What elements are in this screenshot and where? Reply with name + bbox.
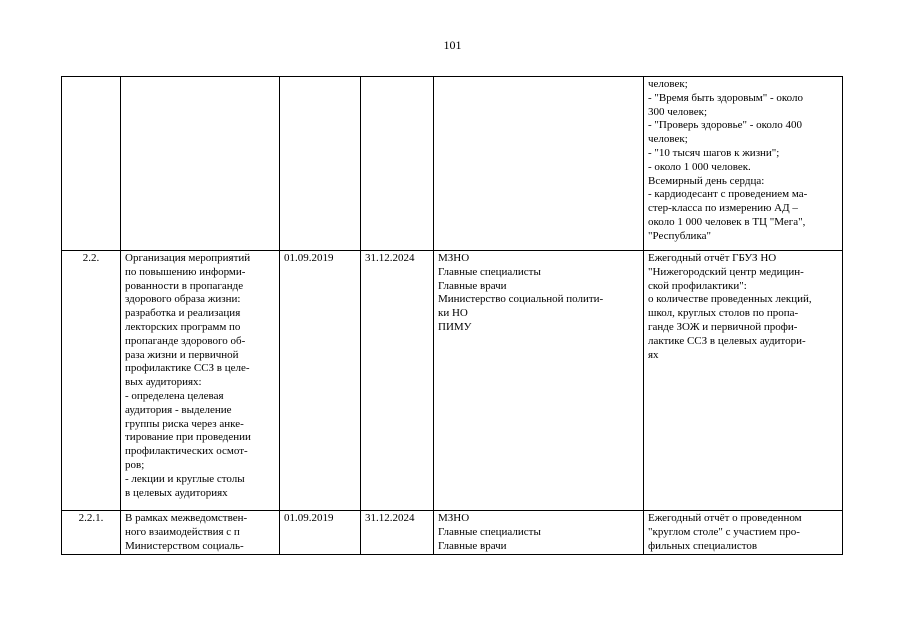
page-number: 101 — [443, 38, 462, 52]
event-cell — [121, 251, 280, 511]
cell-text: ров; — [125, 458, 145, 471]
executors-cell — [434, 511, 644, 555]
plan-table-body — [62, 77, 843, 555]
cell-text: - около 1 000 человек. — [648, 160, 751, 173]
cell-text: группы риска через анке- — [125, 417, 244, 430]
cell-text: 2.2.1. — [78, 512, 104, 524]
cell-text: Организация мероприятий — [125, 252, 251, 264]
cell-text: - "Время быть здоровым" - около — [648, 91, 804, 104]
result-cell — [644, 511, 843, 555]
cell-text: в целевых аудиториях — [125, 486, 228, 499]
cell-text: - определена целевая — [125, 389, 224, 402]
cell-text: Министерством социаль- — [125, 539, 244, 552]
cell-text: стер-класса по измерению АД – — [648, 202, 798, 215]
cell-text: 01.09.2019 — [284, 252, 334, 264]
cell-text: ПИМУ — [438, 320, 472, 333]
cell-text: фильных специалистов — [648, 539, 758, 552]
item-number-cell — [62, 511, 121, 555]
end-date-cell — [361, 511, 434, 555]
cell-text: ки НО — [438, 307, 468, 320]
cell-text: "Нижегородский центр медицин- — [648, 265, 804, 278]
cell-text: человек; — [648, 78, 688, 90]
cell-text: - "10 тысяч шагов к жизни"; — [648, 146, 780, 159]
start-date-cell — [280, 77, 361, 251]
cell-text: лактике ССЗ в целевых аудитори- — [648, 334, 806, 347]
cell-text: ской профилактики": — [648, 279, 747, 292]
executors-cell — [434, 77, 644, 251]
cell-text: МЗНО — [438, 252, 470, 264]
event-cell — [121, 511, 280, 555]
cell-text: раза жизни и первичной — [125, 348, 239, 361]
cell-text: по повышению информи- — [125, 265, 246, 278]
cell-text: 31.12.2024 — [365, 252, 415, 264]
cell-text: профилактических осмот- — [125, 445, 248, 458]
cell-text: 01.09.2019 — [284, 512, 334, 524]
cell-text: о количестве проведенных лекций, — [648, 293, 812, 306]
cell-text: рованности в пропаганде — [125, 279, 244, 292]
start-date-cell — [280, 251, 361, 511]
item-number-cell — [62, 251, 121, 511]
cell-text: Всемирный день сердца: — [648, 174, 765, 187]
cell-text: ях — [648, 348, 659, 361]
cell-text: аудитория - выделение — [125, 403, 232, 416]
cell-text: Министерство социальной полити- — [438, 293, 604, 306]
cell-text: здорового образа жизни: — [125, 293, 241, 306]
cell-text: - кардиодесант с проведением ма- — [648, 188, 808, 201]
cell-text: человек; — [648, 133, 688, 146]
cell-text: 31.12.2024 — [365, 512, 415, 524]
event-cell — [121, 77, 280, 251]
cell-text: Ежегодный отчёт о проведенном — [648, 512, 802, 524]
plan-table — [61, 76, 843, 555]
cell-text: Главные врачи — [438, 539, 507, 552]
cell-text: около 1 000 человек в ТЦ "Мега", — [648, 215, 806, 228]
cell-text: - лекции и круглые столы — [125, 472, 245, 485]
cell-text: 2.2. — [82, 252, 100, 264]
table-row — [62, 77, 843, 251]
cell-text: В рамках межведомствен- — [125, 512, 248, 524]
cell-text: вых аудиториях: — [125, 376, 202, 389]
cell-text: "круглом столе" с участием про- — [648, 525, 800, 538]
executors-cell — [434, 251, 644, 511]
table-row — [62, 511, 843, 555]
cell-text: 300 человек; — [648, 105, 708, 118]
cell-text: ного взаимодействия с п — [125, 525, 240, 538]
cell-text: школ, круглых столов по пропа- — [648, 307, 799, 320]
result-cell — [644, 77, 843, 251]
cell-text: Ежегодный отчёт ГБУЗ НО — [648, 252, 777, 264]
cell-text: ганде ЗОЖ и первичной профи- — [648, 320, 798, 333]
cell-text: Главные специалисты — [438, 525, 541, 538]
cell-text: Главные специалисты — [438, 265, 541, 278]
cell-text: - "Проверь здоровье" - около 400 — [648, 119, 802, 132]
end-date-cell — [361, 251, 434, 511]
end-date-cell — [361, 77, 434, 251]
cell-text: лекторских программ по — [125, 320, 241, 333]
cell-text: профилактике ССЗ в целе- — [125, 362, 250, 375]
cell-text: МЗНО — [438, 512, 470, 524]
start-date-cell — [280, 511, 361, 555]
result-cell — [644, 251, 843, 511]
cell-text: тирование при проведении — [125, 431, 251, 444]
cell-text: "Республика" — [648, 229, 711, 242]
cell-text: Главные врачи — [438, 279, 507, 292]
cell-text: пропаганде здорового об- — [125, 334, 246, 347]
cell-text: разработка и реализация — [125, 307, 241, 320]
table-row — [62, 251, 843, 511]
item-number-cell — [62, 77, 121, 251]
